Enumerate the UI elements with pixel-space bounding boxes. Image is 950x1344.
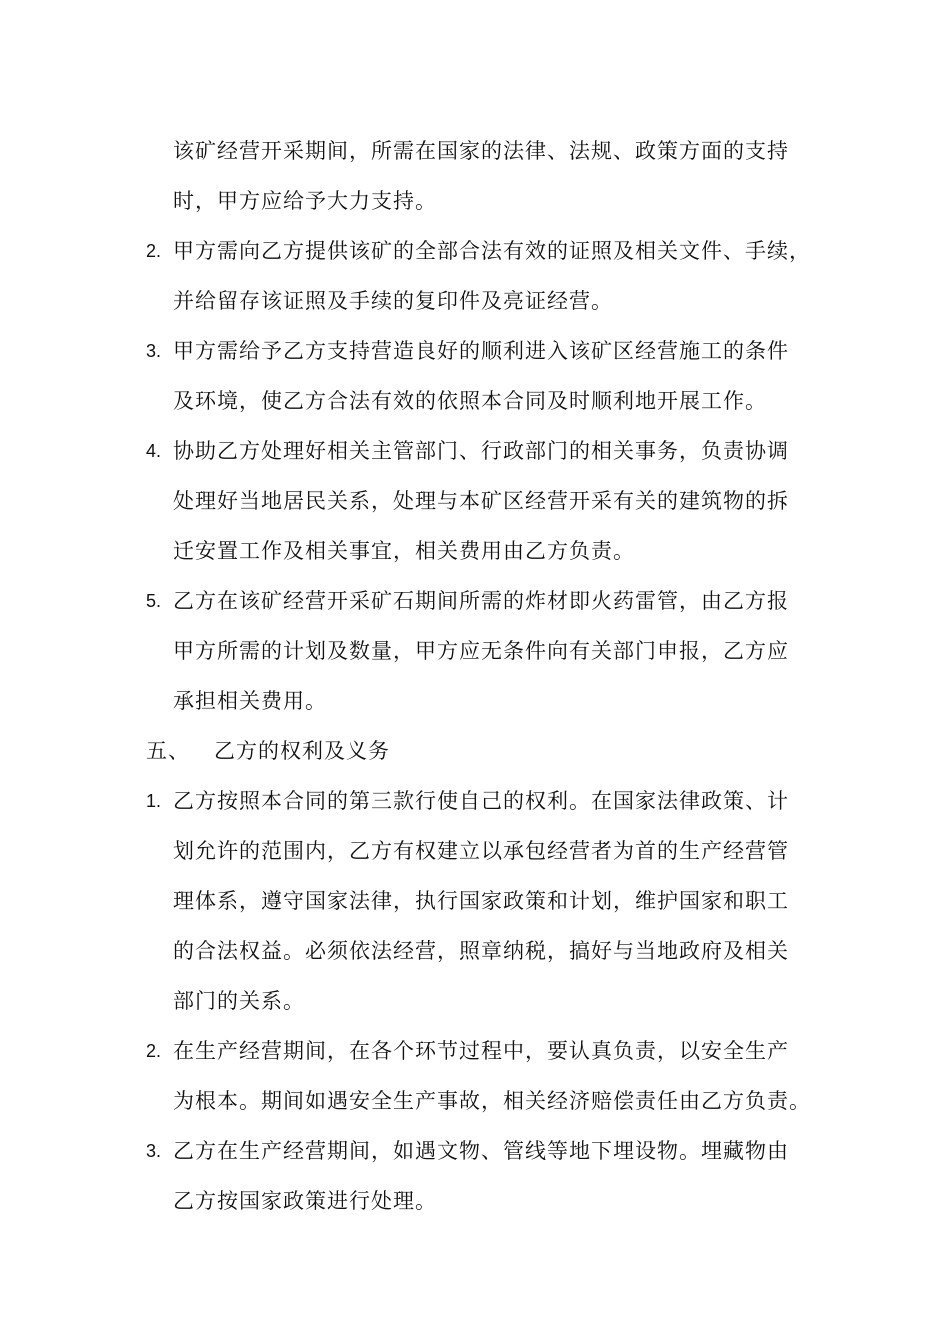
list-item-b2 [0,1026,950,1076]
item-number: 3. [146,341,162,361]
list-item-a3-cont [0,376,950,426]
line-text: 甲方需向乙方提供该矿的全部合法有效的证照及相关文件、手续， [173,239,811,263]
line-text: 为根本。期间如遇安全生产事故，相关经济赔偿责任由乙方负责。 [173,1089,811,1113]
line-text: 在生产经营期间，在各个环节过程中，要认真负责，以安全生产 [173,1039,789,1063]
list-item-b1-cont [0,926,950,976]
line-text: 乙方按照本合同的第三款行使自己的权利。在国家法律政策、计 [173,789,789,813]
list-item-b3 [0,1126,950,1176]
line-text: 乙方在该矿经营开采矿石期间所需的炸材即火药雷管，由乙方报 [173,589,789,613]
line-text: 甲方所需的计划及数量，甲方应无条件向有关部门申报，乙方应 [173,639,789,663]
list-item-a4-cont [0,526,950,576]
list-item-b1-cont [0,976,950,1026]
line-text: 划允许的范围内，乙方有权建立以承包经营者为首的生产经营管 [173,839,789,863]
item-number: 2. [146,1041,162,1061]
item-number: 2. [146,241,162,261]
list-item-b1-cont [0,826,950,876]
list-item-a5 [0,576,950,626]
list-item-a4-cont [0,476,950,526]
list-item-b1-cont [0,876,950,926]
line-text: 协助乙方处理好相关主管部门、行政部门的相关事务，负责协调 [173,439,789,463]
item-number: 3. [146,1141,162,1161]
list-item-a2-cont [0,276,950,326]
line-text: 的合法权益。必须依法经营，照章纳税，搞好与当地政府及相关 [173,939,789,963]
section-number: 五、 [146,739,190,763]
item-number: 5. [146,591,162,611]
item-number: 4. [146,441,162,461]
line-text: 及环境，使乙方合法有效的依照本合同及时顺利地开展工作。 [173,389,767,413]
list-item-a5-cont [0,626,950,676]
list-item-a3 [0,326,950,376]
line-text: 处理好当地居民关系，处理与本矿区经营开采有关的建筑物的拆 [173,489,789,513]
list-item-a5-cont [0,676,950,726]
list-item-b3-cont [0,1176,950,1226]
line-text: 部门的关系。 [173,989,305,1013]
line-text: 承担相关费用。 [173,689,327,713]
intro-line-2 [0,176,950,226]
section-heading [0,726,950,776]
line-text: 迁安置工作及相关事宜，相关费用由乙方负责。 [173,539,635,563]
list-item-b2-cont [0,1076,950,1126]
section-title: 乙方的权利及义务 [214,739,390,763]
line-text: 该矿经营开采期间，所需在国家的法律、法规、政策方面的支持 [173,139,789,163]
line-text: 并给留存该证照及手续的复印件及亮证经营。 [173,289,613,313]
line-text: 乙方按国家政策进行处理。 [173,1189,437,1213]
intro-line-1 [0,126,950,176]
line-text: 甲方需给予乙方支持营造良好的顺利进入该矿区经营施工的条件 [173,339,789,363]
document-body [0,126,950,1226]
line-text: 乙方在生产经营期间，如遇文物、管线等地下埋设物。埋藏物由 [173,1139,789,1163]
list-item-a2 [0,226,950,276]
line-text: 时，甲方应给予大力支持。 [173,189,437,213]
list-item-b1 [0,776,950,826]
item-number: 1. [146,791,162,811]
list-item-a4 [0,426,950,476]
line-text: 理体系，遵守国家法律，执行国家政策和计划，维护国家和职工 [173,889,789,913]
